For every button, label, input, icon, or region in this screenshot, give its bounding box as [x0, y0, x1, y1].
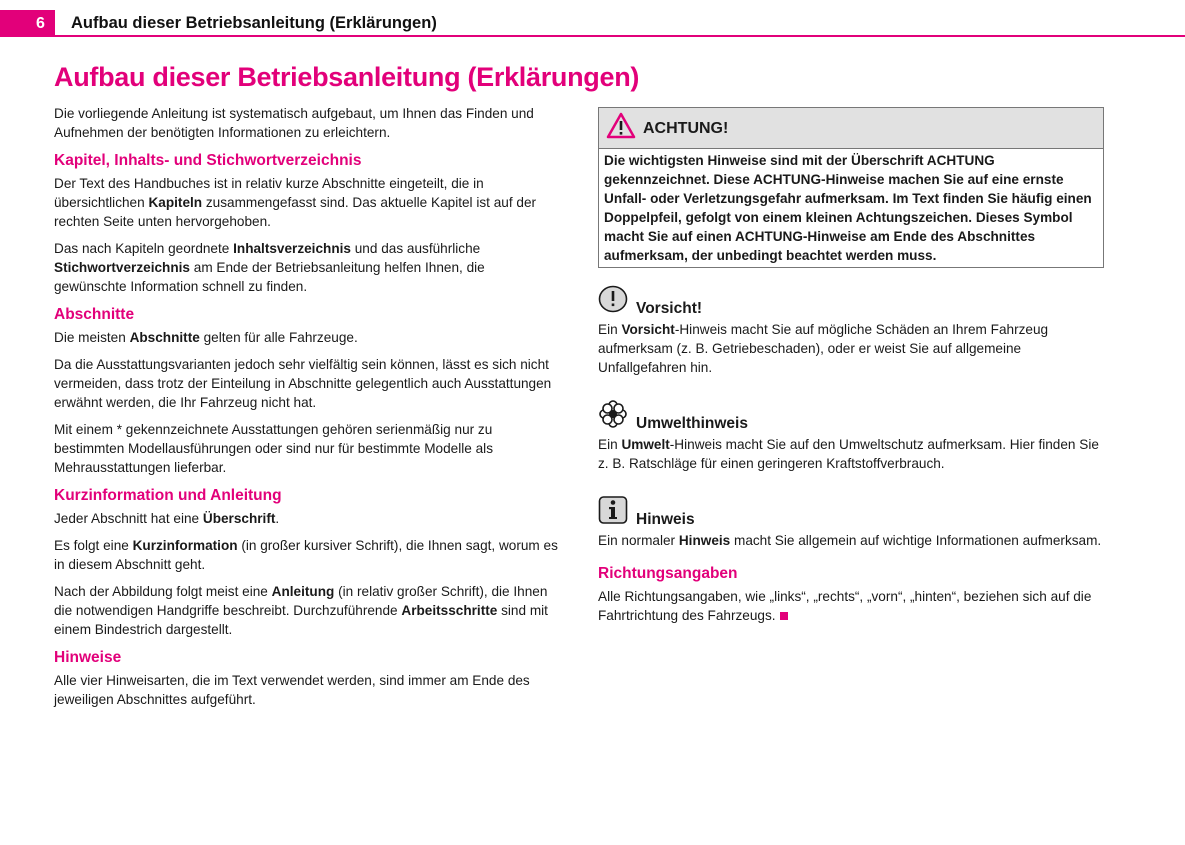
section-heading-hinweise: Hinweise	[54, 649, 122, 666]
abschnitte-paragraph-3: Mit einem * gekennzeichnete Ausstattungen gehören serienmäßig nur zu bestimmten Modellausführungen oder sind nur für bestimmte Modelle als Mehrausstattungen lieferbar.	[54, 422, 493, 475]
umwelt-notice	[598, 405, 1104, 473]
section-heading-abschnitte: Abschnitte	[54, 306, 135, 323]
flower-environment-icon	[598, 400, 628, 433]
info-i-icon	[598, 496, 628, 529]
abschnitte-paragraph-1: Die meisten Abschnitte gelten für alle Fahrzeuge.	[54, 330, 358, 345]
abschnitte-paragraph-2: Da die Ausstattungsvarianten jedoch sehr vielfältig sein können, lässt es sich nicht vermeiden, dass trotz der Einteilung in Abschnitte gelegentlich auch Ausstattungen erwähnt werden, die Ihr Fahrzeug nicht hat.	[54, 357, 552, 410]
warning-triangle-icon	[606, 112, 636, 144]
achtung-header	[599, 108, 1103, 149]
running-header: Aufbau dieser Betriebsanleitung (Erklärungen)	[71, 14, 437, 32]
page-number: 6	[0, 10, 55, 37]
hinweise-paragraph: Alle vier Hinweisarten, die im Text verwendet werden, sind immer am Ende des jeweiligen Abschnittes aufgeführt.	[54, 673, 530, 707]
kapitel-paragraph-2: Das nach Kapiteln geordnete Inhaltsverzeichnis und das ausführliche Stichwortverzeichnis am Ende der Betriebsanleitung helfen Ihnen, die gewünschte Information schnell zu finden.	[54, 241, 485, 294]
achtung-body: Die wichtigsten Hinweise sind mit der Überschrift ACHTUNG gekennzeichnet. Diese ACHTUNG-Hinweise machen Sie auf eine ernste Unfall- oder Verletzungsgefahr aufmerksam. Im Text finden Sie häufig einen Doppelpfeil, gefolgt von einem kleinen Achtungszeichen. Dieses Symbol macht Sie auf einen ACHTUNG-Hinweise am Ende des Abschnittes aufmerksam, der unbedingt beachtet werden muss.	[604, 153, 1092, 263]
achtung-box	[598, 107, 1104, 268]
hinweis-title: Hinweis	[636, 511, 695, 528]
richtung-paragraph: Alle Richtungsangaben, wie „links“, „rechts“, „vorn“, „hinten“, beziehen sich auf die Fahrtrichtung des Fahrzeugs.	[598, 589, 1092, 623]
section-heading-kapitel: Kapitel, Inhalts- und Stichwortverzeichnis	[54, 152, 362, 169]
vorsicht-title: Vorsicht!	[636, 300, 703, 317]
kurzinfo-paragraph-1: Jeder Abschnitt hat eine Überschrift.	[54, 511, 280, 526]
vorsicht-text: Ein Vorsicht-Hinweis macht Sie auf mögliche Schäden an Ihrem Fahrzeug aufmerksam (z. B. Getriebeschaden), oder er weist Sie auf allgemeine Unfallgefahren hin.	[598, 322, 1049, 375]
page-title: Aufbau dieser Betriebsanleitung (Erklärungen)	[54, 62, 640, 92]
umwelt-text: Ein Umwelt-Hinweis macht Sie auf den Umweltschutz aufmerksam. Hier finden Sie z. B. Ratschläge für einen geringeren Kraftstoffverbrauch.	[598, 437, 1099, 471]
section-heading-richtungsangaben: Richtungsangaben	[598, 565, 738, 582]
left-column	[54, 104, 560, 717]
achtung-title: ACHTUNG!	[643, 119, 729, 137]
right-column	[598, 104, 1104, 633]
kapitel-paragraph-1: Der Text des Handbuches ist in relativ kurze Abschnitte eingeteilt, die in übersichtlichen Kapiteln zusammengefasst sind. Das aktuelle Kapitel ist auf der rechten Seite unten hervorgehoben.	[54, 176, 537, 229]
umwelt-title: Umwelthinweis	[636, 415, 748, 432]
hinweis-notice	[598, 501, 1104, 550]
kurzinfo-paragraph-2: Es folgt eine Kurzinformation (in großer kursiver Schrift), die Ihnen sagt, worum es in diesem Abschnitt geht.	[54, 538, 558, 572]
intro-paragraph: Die vorliegende Anleitung ist systematisch aufgebaut, um Ihnen das Finden und Aufnehmen der benötigten Informationen zu erleichtern.	[54, 106, 534, 140]
kurzinfo-paragraph-3: Nach der Abbildung folgt meist eine Anleitung (in relativ großer Schrift), die Ihnen die notwendigen Handgriffe beschreibt. Durchzuführende Arbeitsschritte sind mit einem Bindestrich dargestellt.	[54, 584, 548, 637]
header-rule	[55, 35, 1185, 37]
caution-exclamation-icon	[598, 285, 628, 318]
hinweis-text: Ein normaler Hinweis macht Sie allgemein auf wichtige Informationen aufmerksam.	[598, 533, 1102, 548]
section-heading-kurzinformation: Kurzinformation und Anleitung	[54, 487, 282, 504]
section-end-marker	[780, 612, 788, 620]
vorsicht-notice	[598, 290, 1104, 377]
